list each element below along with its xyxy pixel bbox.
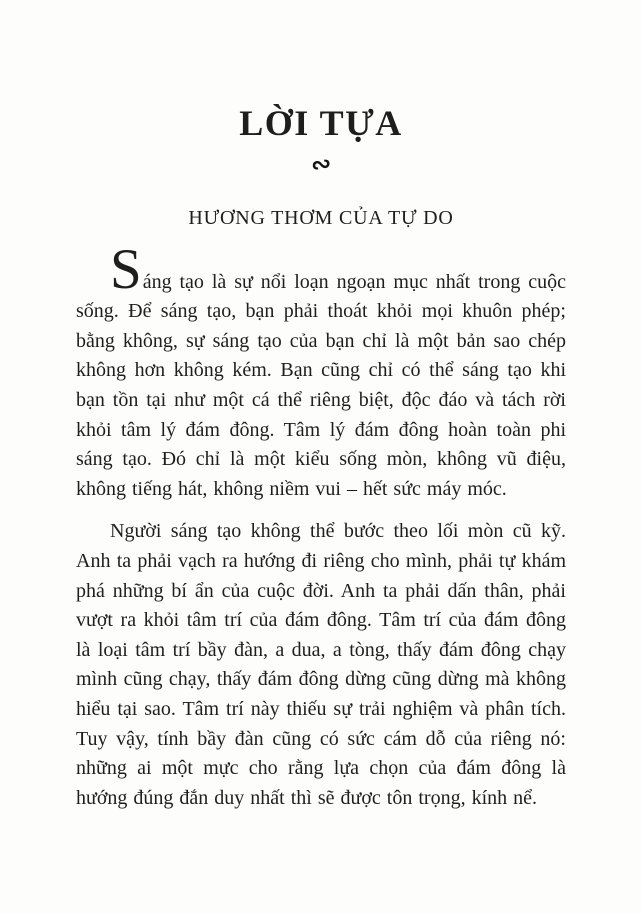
- fleuron-icon: ∾: [309, 148, 333, 179]
- paragraph-2: [76, 517, 566, 813]
- body-text: [76, 237, 566, 814]
- ornament-row: [0, 148, 642, 179]
- paragraph-2-text: Người sáng tạo không thể bước theo lối mòn cũ kỹ. Anh ta phải vạch ra hướng đi riêng cho mình, phải tự khám phá những bí ẩn của cuộc đời. Anh ta phải dấn thân, phải vượt ra khỏi tâm trí của đám đông. Tâm trí của đám đông là loại tâm trí bầy đàn, a dua, a tòng, thấy đám đông chạy mình cũng chạy, thấy đám đông dừng cũng dừng mà không hiểu tại sao. Tâm trí này thiếu sự trải nghiệm và phân tích. Tuy vậy, tính bầy đàn cũng có sức cám dỗ của riêng nó: những ai một mực cho rằng lựa chọn của đám đông là hướng đúng đắn duy nhất thì sẽ được tôn trọng, kính nể.: [76, 520, 566, 809]
- chapter-title: LỜI TỰA: [239, 103, 403, 143]
- paragraph-1-text: áng tạo là sự nổi loạn ngoạn mục nhất trong cuộc sống. Để sáng tạo, bạn phải thoát khỏi mọi khuôn phép; bằng không, sự sáng tạo của bạn chỉ là một bản sao chép không hơn không kém. Bạn cũng chỉ có thể sáng tạo khi bạn tồn tại như một cá thể riêng biệt, độc đáo và tách rời khỏi tâm lý đám đông. Tâm lý đám đông hoàn toàn phi sáng tạo. Đó chỉ là một kiểu sống mòn, không vũ điệu, không tiếng hát, không niềm vui – hết sức máy móc.: [76, 270, 566, 500]
- section-heading: HƯƠNG THƠM CỦA TỰ DO: [188, 206, 454, 229]
- raised-initial-cap: S: [110, 237, 143, 301]
- paragraph-1: [76, 237, 566, 505]
